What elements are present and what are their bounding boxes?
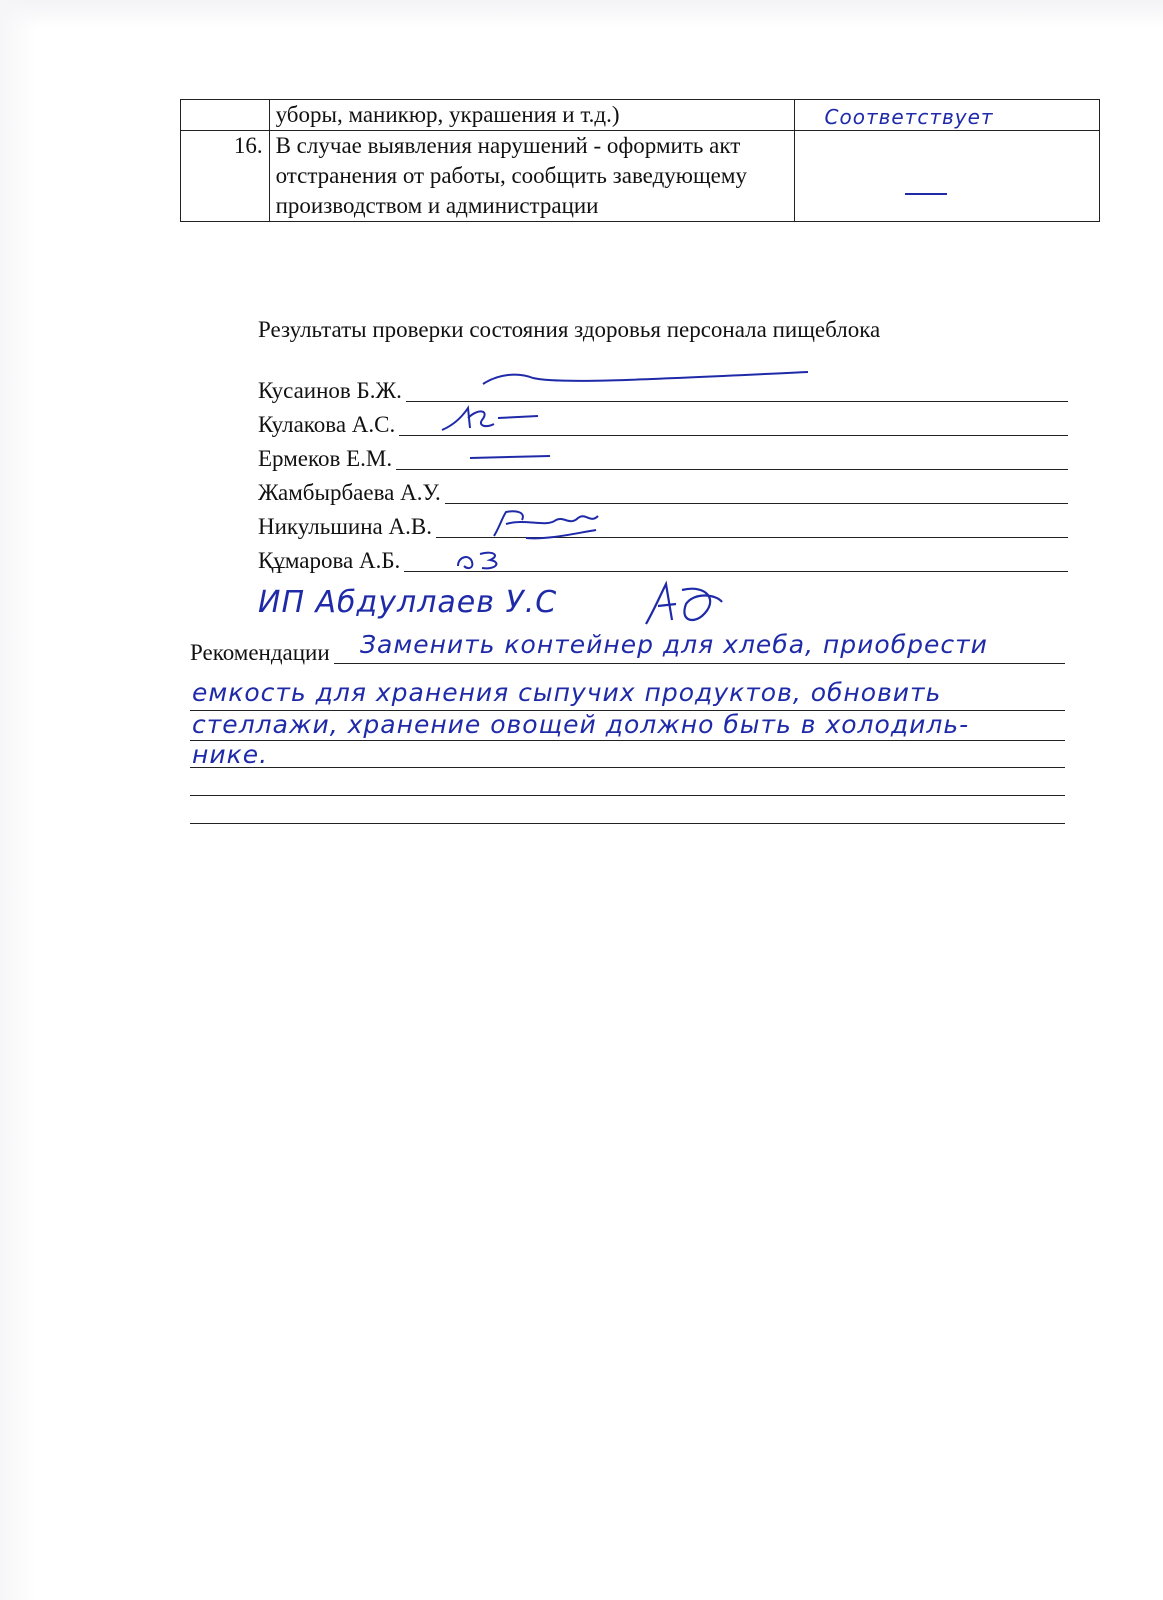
staff-name: Құмарова А.Б. [258,548,404,574]
recommendation-line [190,795,1065,796]
staff-name: Кусаинов Б.Ж. [258,378,406,404]
table-row [181,131,1100,222]
staff-line [258,508,1068,542]
staff-line [258,372,1068,406]
staff-line [258,440,1068,474]
scan-top-edge [0,0,1163,28]
owner-signoff: ИП Абдуллаев У.С [258,585,558,620]
health-check-title: Результаты проверки состояния здоровья персонала пищеблока [258,317,881,342]
signature-stroke-icon [478,370,818,392]
recommendation-text: стеллажи, хранение овощей должно быть в холодиль- [192,710,970,739]
row-status-dash [905,193,947,195]
recommendation-line [190,740,1065,741]
staff-line [258,474,1068,508]
row-number: 16. [181,131,270,222]
signature-icon [438,404,548,434]
checklist-table [180,99,1100,222]
recommendation-line [190,823,1065,824]
scan-left-edge [0,0,36,1600]
row-description: уборы, маникюр, украшения и т.д.) [269,100,794,131]
signature-icon [454,546,514,574]
recommendation-text: нике. [192,740,269,769]
staff-name: Кулакова А.С. [258,412,399,438]
staff-name: Ермеков Е.М. [258,446,396,472]
signature-stroke-icon [466,452,556,462]
row-number [181,100,270,131]
row-status-cell [794,131,1100,222]
row-status-handwritten: Соответствует [824,105,994,129]
staff-name: Жамбырбаева А.У. [258,480,445,506]
signature-icon [486,508,606,542]
table-row [181,100,1100,131]
recommendation-text: емкость для хранения сыпучих продуктов, обновить [192,678,942,707]
owner-signature-icon [636,580,726,630]
staff-name: Никульшина А.В. [258,514,436,540]
recommendations-label: Рекомендации [190,640,334,666]
row-description: В случае выявления нарушений - оформить акт отстранения от работы, сообщить заведующему производством и администрации [269,131,794,222]
row-status-cell [794,100,1100,131]
staff-line [258,406,1068,440]
recommendation-text: Заменить контейнер для хлеба, приобрести [360,630,988,659]
staff-line [258,542,1068,576]
recommendation-line [190,767,1065,768]
